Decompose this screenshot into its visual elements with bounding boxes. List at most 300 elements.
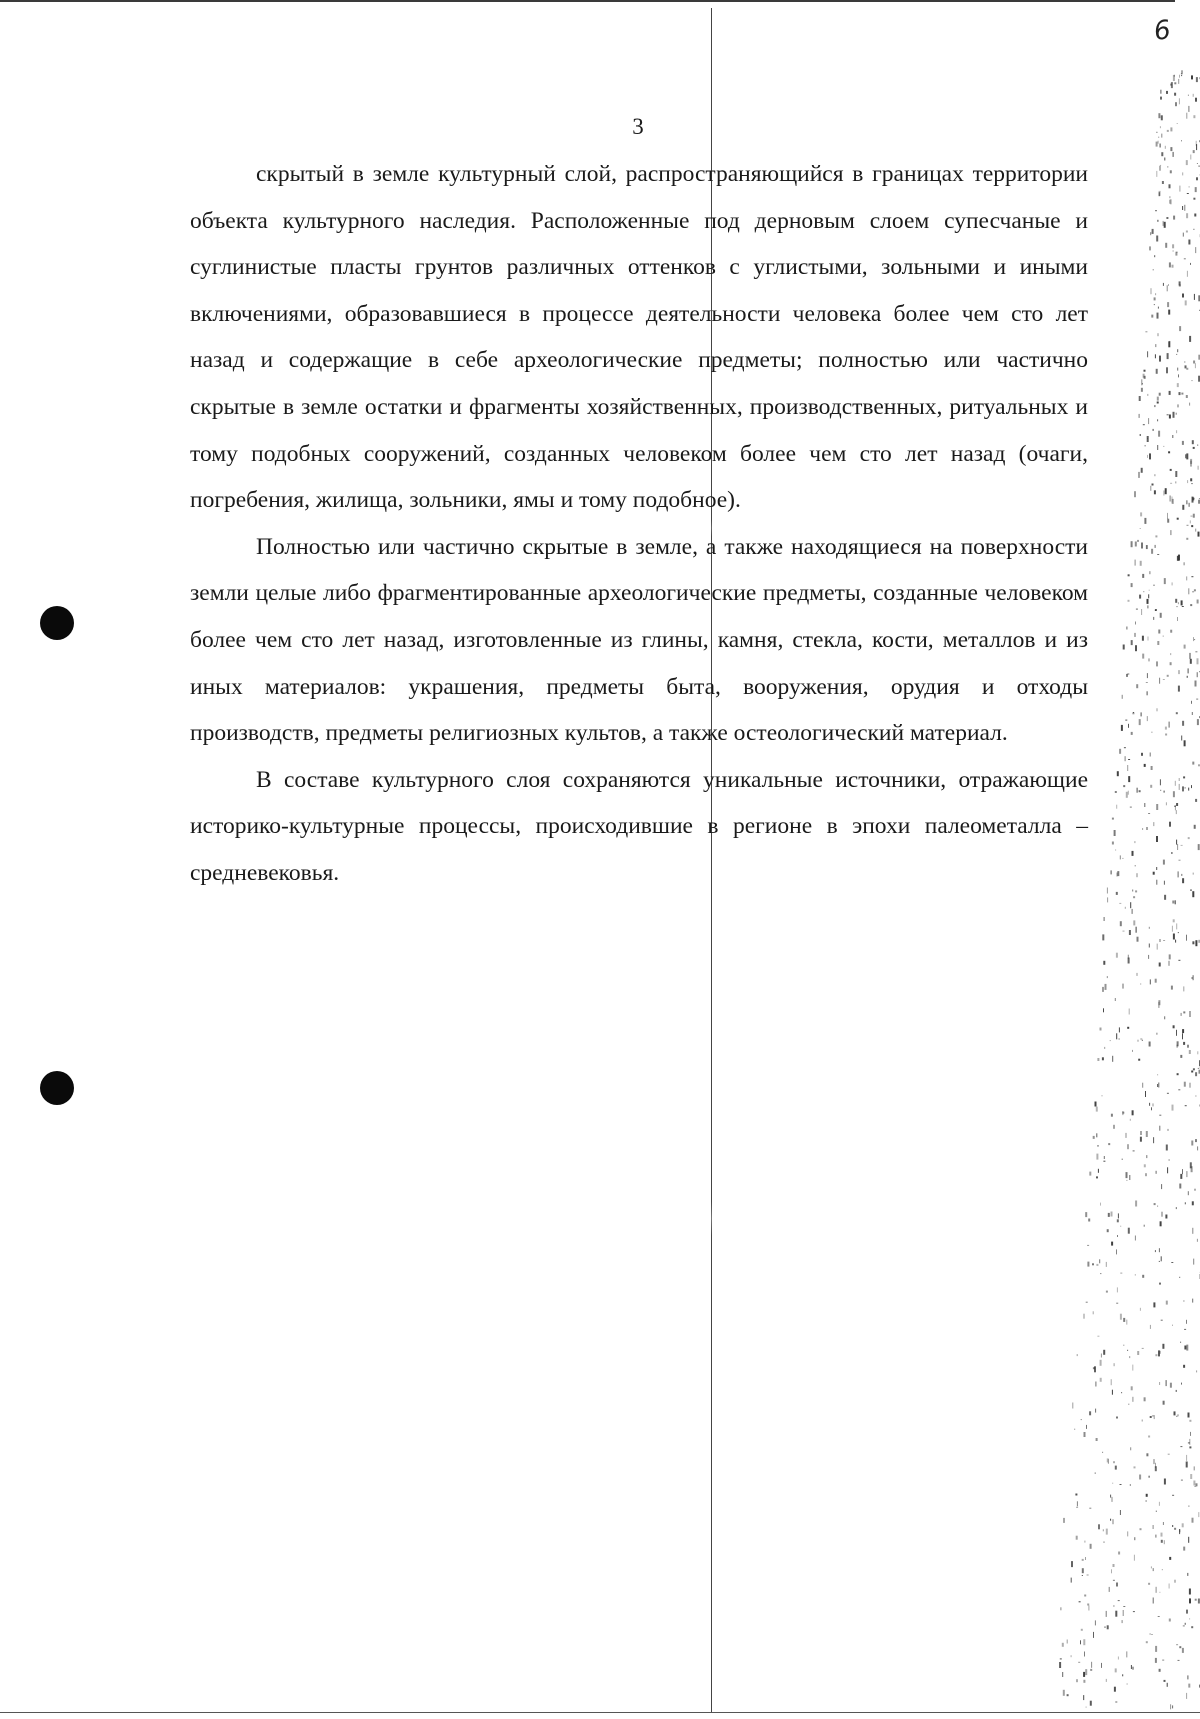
scan-speck (1146, 1131, 1148, 1137)
scan-speck (1100, 1203, 1101, 1206)
scan-speck (1165, 1215, 1167, 1219)
scan-speck (1126, 1133, 1127, 1138)
scan-speck (1100, 1360, 1102, 1366)
scan-speck (1116, 953, 1118, 958)
scan-speck (1071, 1561, 1073, 1567)
scan-speck (1149, 944, 1150, 948)
scan-speck (1133, 920, 1135, 925)
scan-speck (1158, 1083, 1159, 1088)
scan-speck (1149, 927, 1150, 929)
scan-speck (1145, 1173, 1147, 1176)
scan-speck (1161, 1540, 1163, 1543)
scan-speck (1147, 436, 1149, 442)
scan-speck (1160, 90, 1161, 94)
scan-speck (1168, 341, 1170, 347)
scan-speck (1103, 961, 1105, 965)
scan-speck (1164, 222, 1166, 228)
scan-speck (1156, 1171, 1157, 1174)
scan-speck (1155, 354, 1156, 358)
scan-speck (1060, 1658, 1062, 1659)
scan-speck (1122, 1112, 1124, 1114)
scan-speck (1165, 146, 1166, 149)
scan-speck (1149, 1042, 1151, 1047)
scan-speck (1169, 196, 1170, 198)
scan-speck (1083, 1680, 1085, 1683)
scan-speck (1120, 1273, 1122, 1274)
scan-speck (1129, 1009, 1130, 1015)
scan-speck (1163, 679, 1165, 680)
scan-speck (1084, 1432, 1086, 1437)
scan-speck (1060, 1607, 1061, 1610)
scan-speck (1194, 1486, 1196, 1487)
scan-speck (1197, 1239, 1198, 1242)
scan-speck (1177, 617, 1178, 621)
scan-speck (1178, 932, 1179, 933)
scan-speck (1155, 293, 1156, 295)
scan-speck (1176, 810, 1177, 814)
scan-speck (1168, 310, 1170, 315)
scan-speck (1188, 1684, 1190, 1688)
scan-speck (1130, 1447, 1131, 1450)
scan-speck (1179, 784, 1180, 790)
scan-speck (1168, 451, 1170, 453)
scan-speck (1186, 500, 1187, 504)
scan-speck (1193, 447, 1195, 449)
scan-speck (1128, 759, 1130, 760)
scan-speck (1152, 1415, 1154, 1416)
scan-speck (1155, 535, 1157, 537)
scan-speck (1178, 602, 1179, 604)
scan-speck (1154, 255, 1155, 257)
scan-speck (1144, 1164, 1146, 1167)
scan-speck (1193, 198, 1195, 200)
scan-speck (1090, 1701, 1092, 1706)
scan-speck (1184, 258, 1186, 259)
scan-speck (1161, 1533, 1163, 1537)
scan-speck (1174, 82, 1176, 84)
scan-speck (1156, 836, 1158, 842)
scan-speck (1153, 1137, 1154, 1143)
scan-speck (1175, 805, 1176, 810)
scan-speck (1153, 617, 1154, 620)
scan-speck (1142, 574, 1144, 578)
scan-speck (1082, 1568, 1084, 1573)
scan-speck (1192, 1518, 1194, 1523)
scan-speck (1162, 1212, 1163, 1217)
scan-speck (1147, 351, 1148, 357)
scan-speck (1190, 155, 1191, 160)
scan-speck (1169, 822, 1171, 827)
scan-speck (1128, 724, 1129, 728)
scan-speck (1128, 574, 1130, 576)
scan-speck (1179, 326, 1181, 331)
scan-speck (1174, 93, 1176, 96)
scan-speck (1160, 613, 1162, 618)
scan-speck (1175, 102, 1177, 106)
scan-speck (1109, 1587, 1110, 1592)
scan-speck (1110, 1040, 1111, 1041)
scan-speck (1120, 1314, 1122, 1320)
scan-speck (1141, 712, 1142, 716)
scan-speck (1117, 871, 1119, 876)
scan-speck (1157, 1084, 1158, 1087)
scan-speck (1115, 998, 1116, 1001)
scan-speck (1195, 363, 1196, 368)
scan-speck (1155, 1535, 1156, 1538)
scan-speck (1175, 599, 1177, 603)
scan-speck (1111, 1379, 1112, 1385)
scan-speck (1108, 1459, 1109, 1464)
scan-speck (1167, 1683, 1168, 1687)
scan-speck (1149, 1103, 1150, 1106)
scan-speck (1123, 1345, 1124, 1346)
paragraph-2: Полностью или частично скрытые в земле, а также находящиеся на поверхности земли целые либо фрагментированные археологические предметы, созданные человеком более чем сто лет назад, изготовленные из глины, камня, стекла, кости, металлов и из иных материалов: украшения, предметы быта, вооружения, орудия и отходы производств, предметы религиозных культов, а также остеологический материал. (190, 533, 1088, 747)
scan-speck (1189, 1618, 1190, 1619)
scan-speck (1146, 1500, 1147, 1502)
scan-speck (1177, 556, 1179, 561)
scan-speck (1120, 1510, 1121, 1515)
scan-speck (1159, 963, 1161, 967)
scan-speck (1098, 1524, 1100, 1529)
scan-speck (1112, 1056, 1113, 1062)
scan-speck (1156, 369, 1158, 374)
scan-speck (1086, 1302, 1088, 1303)
scan-speck (1141, 379, 1142, 385)
scan-speck (1144, 1225, 1145, 1227)
scan-speck (1179, 281, 1181, 285)
scan-speck (1086, 1425, 1087, 1429)
scan-speck (1116, 1583, 1118, 1587)
scan-speck (1132, 712, 1134, 714)
scan-speck (1182, 878, 1184, 883)
scan-speck (1163, 491, 1164, 496)
scan-speck (1139, 790, 1141, 792)
scan-speck (1091, 1662, 1092, 1668)
scan-speck (1186, 160, 1188, 165)
scan-speck (1146, 682, 1148, 683)
scan-speck (1104, 1627, 1106, 1628)
scan-speck (1184, 740, 1186, 746)
scan-speck (1155, 979, 1157, 983)
scan-speck (1192, 497, 1194, 503)
scan-speck (1076, 1507, 1078, 1508)
scan-speck (1196, 1483, 1198, 1486)
scan-speck (1115, 1668, 1117, 1672)
scan-speck (1146, 1155, 1147, 1158)
scan-speck (1195, 529, 1196, 532)
scan-speck (1193, 1068, 1195, 1070)
scan-speck (1195, 681, 1197, 687)
scan-speck (1173, 152, 1174, 157)
scan-speck (1191, 516, 1193, 517)
scan-speck (1198, 1512, 1199, 1517)
scan-speck (1176, 840, 1177, 845)
punch-hole-icon (40, 606, 74, 640)
scan-speck (1187, 480, 1188, 483)
scan-speck (1148, 1436, 1150, 1438)
scan-speck (1144, 376, 1146, 379)
top-page-edge (0, 0, 1175, 2)
scan-speck (1160, 166, 1161, 171)
scan-speck (1130, 902, 1131, 908)
scan-speck (1102, 1095, 1103, 1096)
scan-speck (1127, 1684, 1128, 1685)
scan-speck (1182, 172, 1183, 175)
scan-speck (1151, 1107, 1152, 1110)
scan-speck (1106, 1529, 1108, 1535)
scan-speck (1100, 1273, 1101, 1274)
scan-speck (1183, 1042, 1185, 1045)
scan-speck (1159, 1248, 1160, 1252)
scan-speck (1186, 538, 1188, 540)
scan-speck (1175, 940, 1176, 943)
scan-speck (1195, 651, 1197, 652)
scan-speck (1167, 166, 1168, 167)
scan-speck (1151, 732, 1152, 733)
scan-speck (1126, 674, 1128, 677)
scan-speck (1153, 269, 1154, 270)
scan-speck (1133, 896, 1135, 898)
scan-speck (1117, 771, 1119, 776)
scan-speck (1087, 1575, 1089, 1576)
scan-speck (1120, 1226, 1121, 1227)
scan-speck (1179, 1277, 1180, 1278)
scan-speck (1172, 497, 1173, 503)
scan-speck (1192, 440, 1194, 444)
paragraph-1: скрытый в земле культурный слой, распространяющийся в границах территории объекта культурного наследия. Расположенные под дерновым слоем супесчаные и суглинистые пласты грунтов различных оттенков с углистыми, зольными и иными включениями, образовавшиеся в процессе деятельности человека более чем сто лет назад и содержащие в себе археологические предметы; полностью или частично скрытые в земле остатки и фрагменты хозяйственных, производственных, ритуальных и тому подобных сооружений, созданных человеком более чем сто лет назад (очаги, погребения, жилища, зольники, ямы и тому подобное). (190, 161, 1088, 514)
scan-speck (1165, 243, 1167, 248)
scan-speck (1158, 307, 1159, 309)
scan-speck (1139, 719, 1141, 725)
scan-speck (1182, 1169, 1183, 1174)
scan-speck (1192, 762, 1194, 765)
scan-speck (1168, 1454, 1170, 1455)
scan-speck (1191, 576, 1193, 577)
scan-speck (1112, 1390, 1113, 1395)
scan-speck (1113, 1605, 1114, 1607)
scan-speck (1159, 1283, 1161, 1285)
scan-speck (1166, 367, 1168, 373)
scan-speck (1177, 518, 1179, 520)
scan-speck (1158, 1000, 1160, 1005)
scan-speck (1162, 1344, 1164, 1349)
scan-speck (1140, 434, 1141, 436)
scan-speck (1187, 193, 1189, 194)
scan-speck (1163, 1401, 1165, 1405)
scan-speck (1116, 1033, 1117, 1039)
scan-speck (1167, 302, 1169, 307)
scan-speck (1169, 262, 1171, 267)
scan-speck (1116, 1303, 1118, 1304)
scan-speck (1185, 365, 1187, 368)
scan-speck (1186, 213, 1188, 218)
scan-speck (1189, 1589, 1191, 1595)
scan-speck (1104, 1047, 1105, 1049)
scan-speck (1167, 1093, 1169, 1094)
scan-speck (1136, 927, 1137, 933)
scan-speck (1121, 1392, 1122, 1393)
scan-speck (1174, 1411, 1176, 1415)
scan-speck (1173, 1025, 1175, 1028)
scan-speck (1163, 221, 1164, 226)
scan-speck (1177, 1045, 1178, 1048)
scan-speck (1135, 542, 1137, 547)
scan-speck (1156, 804, 1158, 810)
scan-speck (1083, 1672, 1085, 1677)
scan-speck (1160, 939, 1161, 942)
scan-speck (1189, 653, 1191, 659)
scan-speck (1178, 79, 1179, 84)
scan-speck (1199, 355, 1200, 360)
scan-speck (1115, 1466, 1117, 1470)
scan-speck (1179, 285, 1181, 287)
scan-speck (1179, 98, 1180, 104)
scan-speck (1163, 940, 1165, 941)
scan-speck (1178, 871, 1179, 877)
scan-speck (1159, 678, 1160, 684)
scan-speck (1154, 1459, 1155, 1464)
scan-speck (1107, 1458, 1108, 1462)
scan-speck (1124, 747, 1126, 748)
scan-speck (1158, 141, 1159, 144)
scan-speck (1181, 73, 1182, 74)
scan-speck (1152, 484, 1154, 486)
scan-speck (1172, 1705, 1173, 1708)
scan-speck (1160, 144, 1161, 148)
scan-speck (1104, 1542, 1105, 1543)
scan-speck (1191, 75, 1193, 79)
scan-speck (1150, 1416, 1152, 1418)
scan-speck (1114, 1687, 1116, 1692)
scan-speck (1153, 1568, 1154, 1571)
scan-speck (1170, 662, 1172, 665)
scan-speck (1176, 712, 1178, 714)
scan-speck (1074, 1429, 1075, 1430)
scan-speck (1101, 1663, 1102, 1668)
scan-speck (1167, 1167, 1168, 1173)
scan-speck (1189, 1598, 1191, 1603)
scan-speck (1095, 1473, 1096, 1474)
scan-speck (1159, 1669, 1161, 1672)
scan-speck (1150, 753, 1151, 757)
scan-speck (1186, 935, 1187, 941)
scan-speck (1169, 722, 1170, 728)
scan-speck (1149, 1476, 1150, 1478)
scan-speck (1188, 1506, 1189, 1507)
scan-speck (1118, 1213, 1119, 1218)
scan-speck (1131, 732, 1133, 735)
scan-speck (1134, 1537, 1135, 1540)
scan-speck (1186, 1455, 1187, 1461)
scan-speck (1186, 1462, 1188, 1468)
scan-speck (1197, 719, 1199, 725)
scan-speck (1122, 695, 1123, 699)
scan-speck (1107, 1625, 1109, 1629)
scan-speck (1134, 1466, 1136, 1468)
punch-hole-icon (40, 1071, 74, 1105)
scan-speck (1122, 984, 1124, 989)
scan-speck (1192, 380, 1193, 381)
scan-speck (1142, 1083, 1143, 1088)
scan-speck (1122, 858, 1123, 859)
scan-speck (1186, 1610, 1188, 1614)
scan-speck (1179, 75, 1180, 78)
scan-speck (1191, 1141, 1193, 1146)
scan-speck (1190, 1474, 1192, 1479)
scan-speck (1135, 1201, 1137, 1207)
scan-speck (1176, 354, 1177, 355)
scan-speck (1169, 1584, 1170, 1589)
scan-speck (1159, 393, 1161, 396)
scan-speck (1172, 1325, 1173, 1326)
scan-speck (1193, 975, 1194, 980)
scan-speck (1096, 1107, 1098, 1112)
scan-speck (1062, 1672, 1063, 1677)
scan-speck (1197, 445, 1198, 446)
scan-speck (1119, 1027, 1120, 1032)
scan-speck (1169, 415, 1171, 419)
scan-speck (1085, 1669, 1087, 1675)
scan-speck (1147, 673, 1148, 678)
scan-speck (1190, 478, 1192, 481)
scan-speck (1145, 445, 1146, 446)
scan-speck (1134, 841, 1135, 843)
scan-speck (1081, 1629, 1083, 1631)
scan-speck (1133, 1611, 1135, 1612)
scan-speck (1152, 1634, 1153, 1635)
scan-speck (1184, 1082, 1186, 1087)
scan-speck (1182, 1033, 1183, 1039)
scan-speck (1179, 392, 1181, 395)
scan-speck (1185, 1623, 1186, 1625)
handwritten-sheet-number: 6 (1151, 14, 1173, 48)
scan-speck (1132, 1050, 1133, 1052)
scan-speck (1161, 1256, 1162, 1261)
scan-speck (1167, 513, 1168, 519)
scan-speck (1119, 1038, 1120, 1040)
scan-speck (1165, 488, 1167, 494)
scan-speck (1156, 880, 1157, 885)
scan-speck (1157, 419, 1158, 421)
scan-speck (1163, 860, 1165, 865)
scan-speck (1136, 684, 1138, 688)
scan-speck (1179, 1529, 1180, 1532)
scan-speck (1077, 1501, 1078, 1506)
scan-speck (1123, 785, 1125, 787)
scan-speck (1159, 1502, 1160, 1506)
scan-speck (1176, 1207, 1177, 1209)
scan-speck (1107, 897, 1108, 902)
scan-speck (1173, 412, 1175, 418)
scan-speck (1146, 1453, 1148, 1456)
scan-speck (1180, 1342, 1181, 1343)
scan-speck (1127, 1531, 1128, 1536)
scan-speck (1179, 1646, 1181, 1648)
scan-speck (1160, 1351, 1161, 1354)
scan-speck (1184, 1329, 1186, 1330)
scan-speck (1194, 294, 1195, 300)
scan-speck (1199, 764, 1200, 766)
scan-speck (1102, 1057, 1104, 1060)
scan-speck (1179, 860, 1181, 861)
scan-speck (1122, 1674, 1123, 1676)
scan-speck (1139, 1475, 1141, 1480)
scan-speck (1164, 1016, 1165, 1019)
scan-speck (1088, 1606, 1089, 1611)
scan-speck (1143, 591, 1144, 592)
scan-speck (1090, 1669, 1092, 1671)
scan-speck (1115, 1702, 1117, 1703)
